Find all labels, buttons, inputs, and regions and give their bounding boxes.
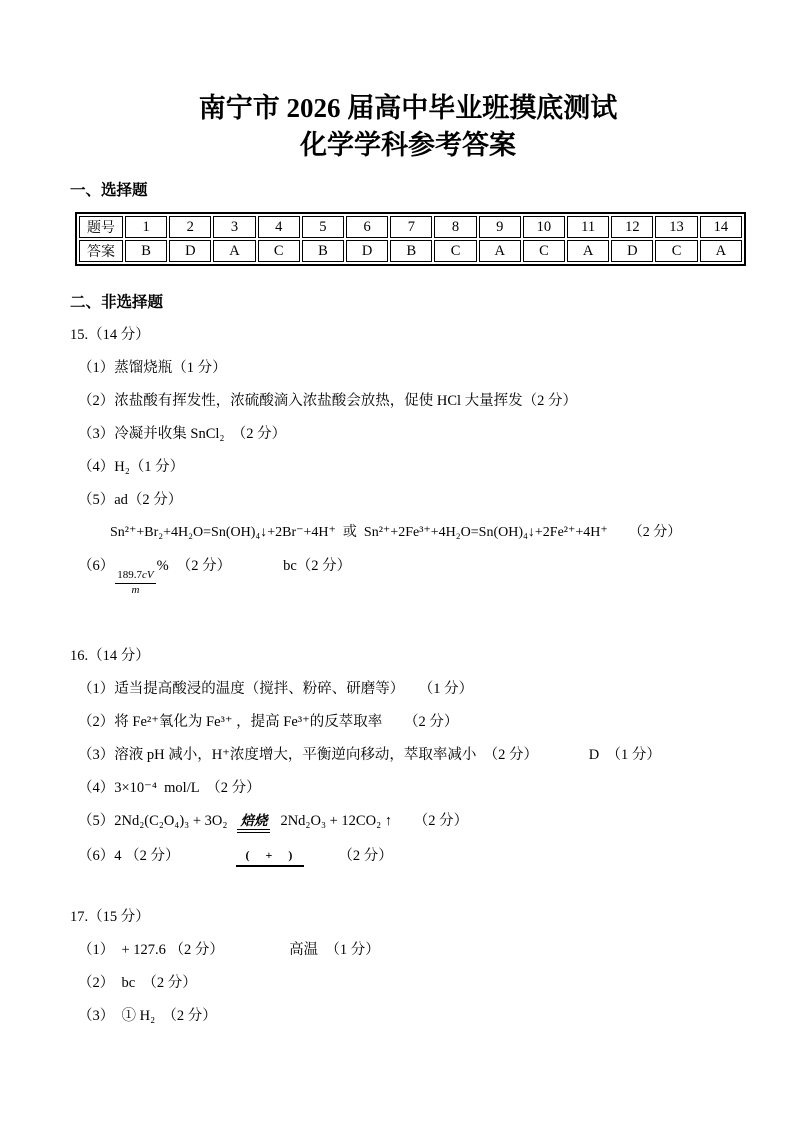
answer-cell: A (567, 240, 609, 262)
question-number-cell: 13 (655, 216, 697, 238)
fraction-numerator (115, 569, 155, 584)
underlined-bracket-expression: ( + ) (236, 849, 305, 867)
section-heading-non-choice: 二、非选择题 (70, 294, 164, 311)
q15-item-2: （2）浓盐酸有挥发性，浓硫酸滴入浓盐酸会放热，促使 HCl 大量挥发（2 分） (78, 393, 578, 409)
fraction-denominator: m (131, 583, 140, 596)
answer-cell: A (213, 240, 255, 262)
q17-item-3: （3） ① H₂ （2 分） (78, 1007, 217, 1024)
q15-item-1: （1）蒸馏烧瓶（1 分） (78, 360, 227, 376)
answer-cell: D (611, 240, 653, 262)
fraction-189-7cv-over-m (115, 569, 155, 596)
question-number-cell: 4 (258, 216, 300, 238)
q16-heading: 16.（14 分） (70, 648, 150, 665)
question-number-cell: 12 (611, 216, 653, 238)
q15-item-6-label: （6） (78, 558, 115, 574)
percent-sign: % (156, 558, 169, 574)
question-number-cell: 9 (479, 216, 521, 238)
question-number-cell: 8 (434, 216, 476, 238)
q17-item-2: （2） bc （2 分） (78, 974, 197, 991)
answer-table (75, 212, 746, 266)
question-number-cell: 11 (567, 216, 609, 238)
q16-item-3: （3）溶液 pH 减小，H⁺浓度增大，平衡逆向移动，萃取率减小 （2 分） D （1 分） (78, 747, 661, 764)
answer-cell: D (346, 240, 388, 262)
page-title-line1: 南宁市 2026 届高中毕业班摸底测试 (198, 93, 618, 123)
q16-item-5-products: 2Nd₂O₃ + 12CO₂ ↑ （2 分） (280, 813, 469, 830)
question-number-cell: 7 (390, 216, 432, 238)
answer-cell: B (390, 240, 432, 262)
table-header-answer: 答案 (79, 240, 123, 262)
q17-heading: 17.（15 分） (70, 908, 150, 925)
q15-item-6-part2: bc（2 分） (283, 558, 352, 574)
q15-item-4: （4）H₂（1 分） (78, 459, 185, 475)
question-number-cell: 2 (169, 216, 211, 238)
fraction-numerator-variables: cV (142, 569, 154, 581)
question-number-cell: 3 (213, 216, 255, 238)
page-title-line2: 化学学科参考答案 (300, 130, 516, 160)
table-row-answers (79, 240, 742, 262)
q16-item-6 (78, 833, 746, 867)
answer-cell: C (655, 240, 697, 262)
q15-item-6-score: （2 分） (176, 558, 232, 574)
q16-item-1: （1）适当提高酸浸的温度（搅拌、粉碎、研磨等） （1 分） (78, 681, 474, 698)
answer-cell: C (434, 240, 476, 262)
table-header-question-number: 题号 (79, 216, 123, 238)
answer-cell: B (302, 240, 344, 262)
answer-cell: C (523, 240, 565, 262)
q15-item-3: （3）冷凝并收集 SnCl₂ （2 分） (78, 426, 287, 442)
reaction-condition-roasting: 焙烧 (237, 813, 270, 833)
q16-item-6-answer: （6）4 （2 分） (78, 847, 180, 864)
section-heading-choice: 一、选择题 (70, 182, 148, 199)
question-number-cell: 1 (125, 216, 167, 238)
q15-item-5-equation: Sn²⁺+Br₂+4H₂O=Sn(OH)₄↓+2Br⁻+4H⁺ 或 Sn²⁺+2Fe³⁺+4H₂O=Sn(OH)₄↓+2Fe²⁺+4H⁺ （2 分） (110, 525, 682, 540)
q16-item-4: （4）3×10⁻⁴ mol/L （2 分） (78, 780, 261, 797)
question-number-cell: 14 (700, 216, 742, 238)
q16-item-2: （2）将 Fe²⁺氧化为 Fe³⁺ ，提高 Fe³⁺的反萃取率 （2 分） (78, 714, 459, 731)
answer-cell: C (258, 240, 300, 262)
table-row-numbers (79, 216, 742, 238)
q17-item-1: （1） + 127.6 （2 分） 高温 （1 分） (78, 941, 380, 958)
q16-item-6-score: （2 分） (338, 847, 393, 864)
answer-cell: A (479, 240, 521, 262)
q15-item-6 (78, 543, 746, 596)
q16-item-5 (78, 798, 746, 833)
question-number-cell: 5 (302, 216, 344, 238)
q15-item-5: （5）ad（2 分） (78, 492, 183, 508)
q16-item-5-reactants: （5）2Nd₂(C₂O₄)₃ + 3O₂ (78, 813, 228, 830)
fraction-numerator-coefficient: 189.7 (117, 569, 142, 581)
question-number-cell: 10 (523, 216, 565, 238)
question-number-cell: 6 (346, 216, 388, 238)
answer-cell: D (169, 240, 211, 262)
answer-cell: B (125, 240, 167, 262)
answer-cell: A (700, 240, 742, 262)
q15-heading: 15.（14 分） (70, 327, 150, 343)
